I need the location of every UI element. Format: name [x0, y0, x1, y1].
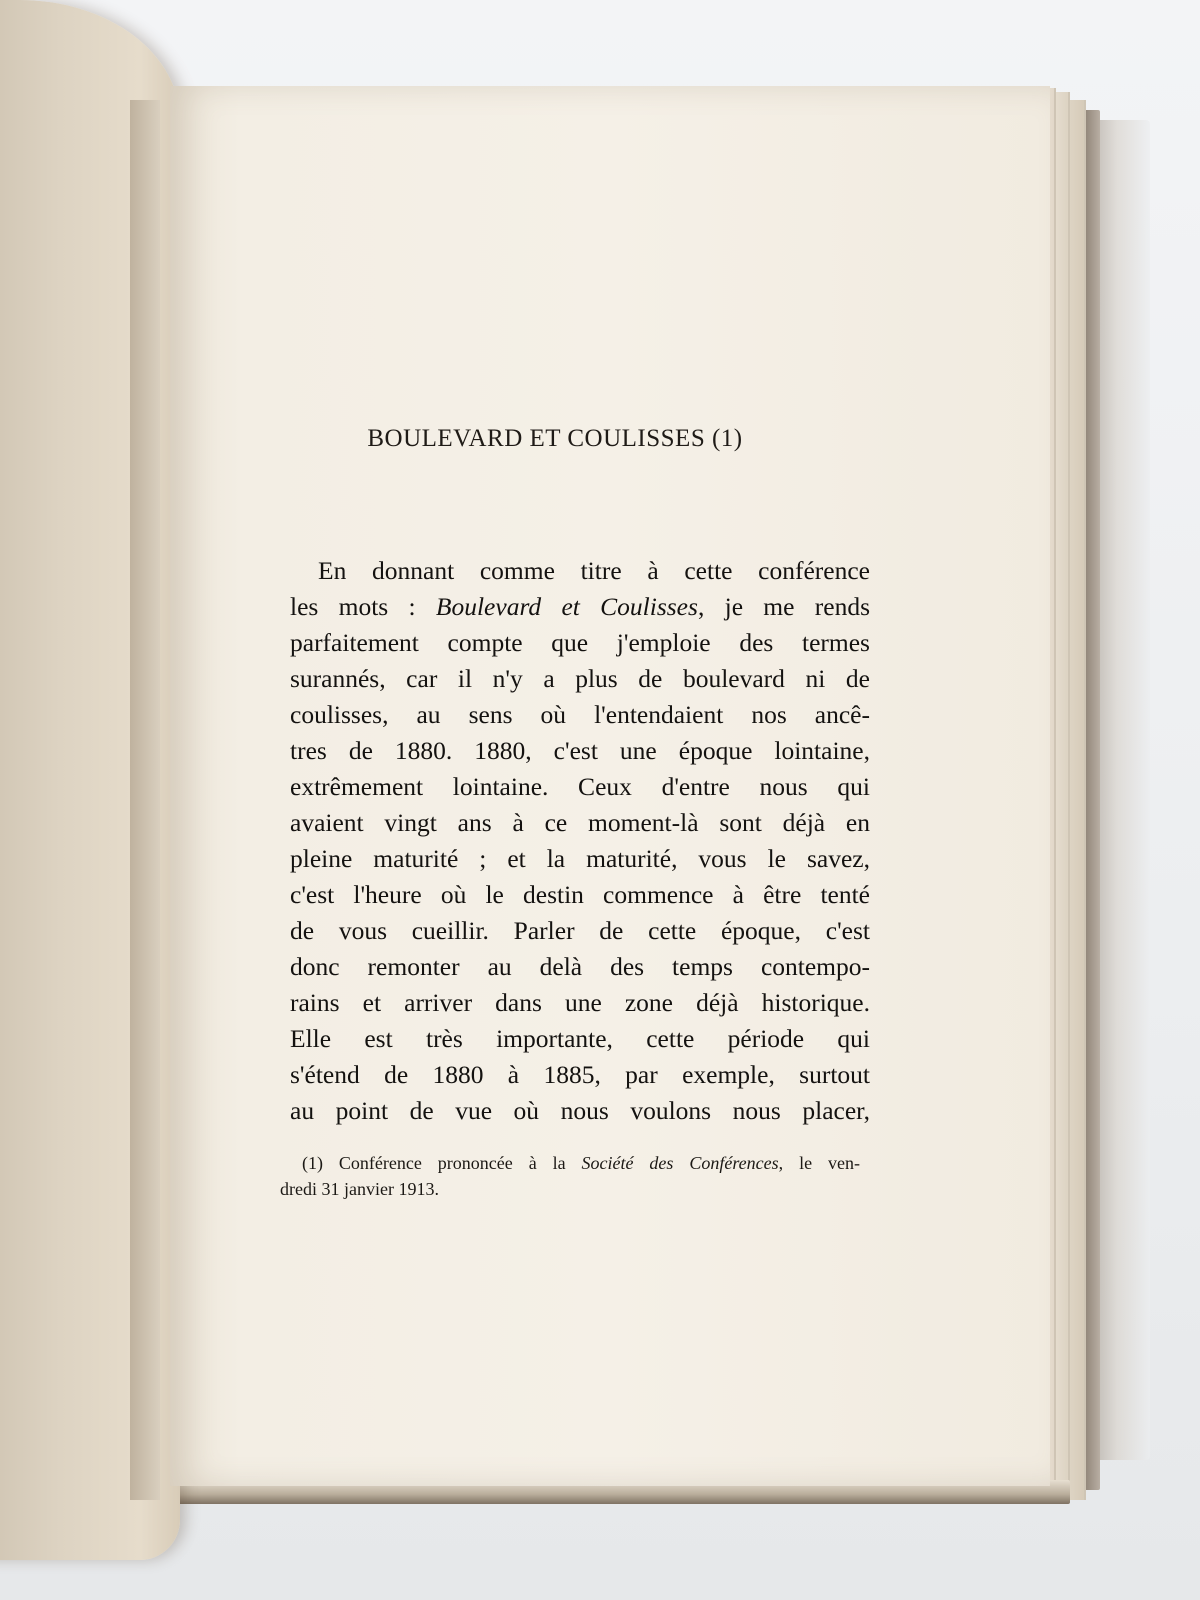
body-line-mixed: [290, 589, 870, 625]
body-text-segment: les mots :: [290, 592, 436, 621]
title-italic: Boulevard et Coulisses: [435, 592, 698, 621]
footnote-text: , le ven-: [778, 1153, 860, 1173]
body-line: tres de 1880. 1880, c'est une époque lointaine,: [290, 736, 870, 765]
footnote-italic: Société des Conférences: [581, 1153, 779, 1173]
chapter-title: BOULEVARD ET COULISSES (1): [367, 425, 743, 452]
body-text: [290, 553, 870, 1129]
footnote: [280, 1150, 860, 1202]
left-page-gutter: [130, 100, 160, 1500]
footnote-text: Conférence prononcée à la: [323, 1153, 582, 1173]
body-line: rains et arriver dans une zone déjà historique.: [290, 988, 870, 1017]
body-text-segment: , je me rends: [697, 592, 870, 621]
body-line: donc remonter au delà des temps contempo-: [290, 952, 870, 981]
footnote-line: [280, 1150, 860, 1176]
body-line: Elle est très importante, cette période qui: [290, 1024, 870, 1053]
body-line: s'étend de 1880 à 1885, par exemple, surtout: [290, 1060, 870, 1089]
body-line: extrêmement lointaine. Ceux d'entre nous qui: [290, 772, 870, 801]
body-line: de vous cueillir. Parler de cette époque, c'est: [290, 916, 870, 945]
body-line: coulisses, au sens où l'entendaient nos ancê-: [290, 700, 870, 729]
body-line: pleine maturité ; et la maturité, vous le savez,: [290, 844, 870, 873]
body-line: au point de vue où nous voulons nous placer,: [290, 1096, 870, 1125]
body-line: c'est l'heure où le destin commence à être tenté: [290, 880, 870, 909]
left-page: [0, 0, 180, 1560]
body-line: En donnant comme titre à cette conférence: [318, 556, 870, 585]
footnote-marker: (1): [302, 1153, 323, 1173]
footnote-line: dredi 31 janvier 1913.: [280, 1179, 439, 1199]
body-line: avaient vingt ans à ce moment-là sont déjà en: [290, 808, 870, 837]
body-line: surannés, car il n'y a plus de boulevard ni de: [290, 664, 870, 693]
body-line: parfaitement compte que j'emploie des termes: [290, 628, 870, 657]
